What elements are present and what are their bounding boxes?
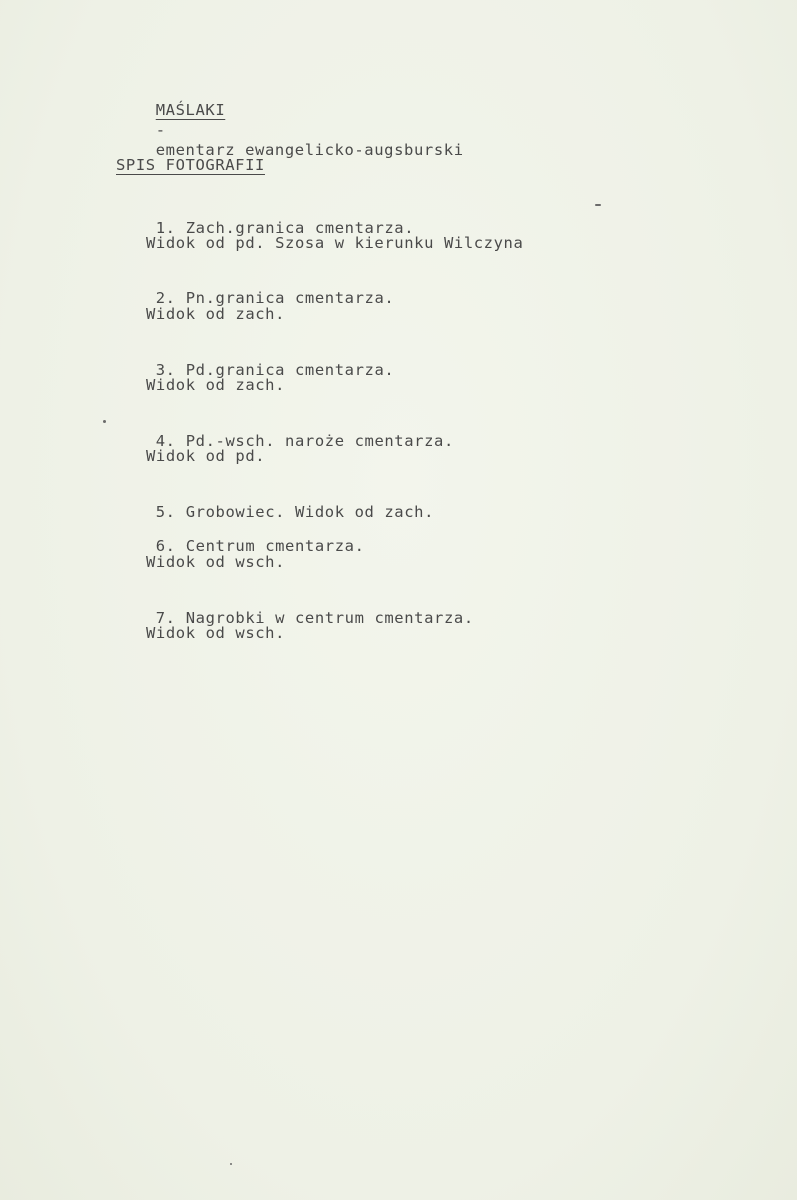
item-title: Grobowiec. Widok od zach. (185, 503, 435, 521)
item-detail: Widok od wsch. (146, 553, 286, 571)
item-number: 6. (155, 537, 176, 555)
item-detail: Widok od zach. (146, 305, 286, 323)
header-separator: - (155, 121, 166, 139)
margin-speck (103, 420, 106, 423)
item-number: 1. (155, 219, 176, 237)
item-number: 2. (155, 289, 176, 307)
item-number: 5. (155, 503, 176, 521)
item-title: Pd.granica cmentarza. (185, 361, 395, 379)
paper-speck (230, 1163, 232, 1165)
item-title: Nagrobki w centrum cmentarza. (185, 609, 474, 627)
item-number: 7. (155, 609, 176, 627)
item-number: 3. (155, 361, 176, 379)
header-subtitle: ementarz ewangelicko-augsburski (155, 141, 464, 159)
section-title: SPIS FOTOGRAFII (116, 156, 265, 174)
item-detail: Widok od pd. (146, 447, 266, 465)
item-title: Pn.granica cmentarza. (185, 289, 395, 307)
item-detail: Widok od zach. (146, 376, 286, 394)
item-title: Pd.-wsch. naroże cmentarza. (185, 432, 454, 450)
item-detail: Widok od wsch. (146, 624, 286, 642)
item-detail: Widok od pd. Szosa w kierunku Wilczyna (146, 234, 524, 252)
item-title: Centrum cmentarza. (185, 537, 365, 555)
item-number: 4. (155, 432, 176, 450)
place-name: MAŚLAKI (155, 101, 226, 119)
paper-speck (595, 204, 601, 206)
item-title: Zach.granica cmentarza. (185, 219, 415, 237)
